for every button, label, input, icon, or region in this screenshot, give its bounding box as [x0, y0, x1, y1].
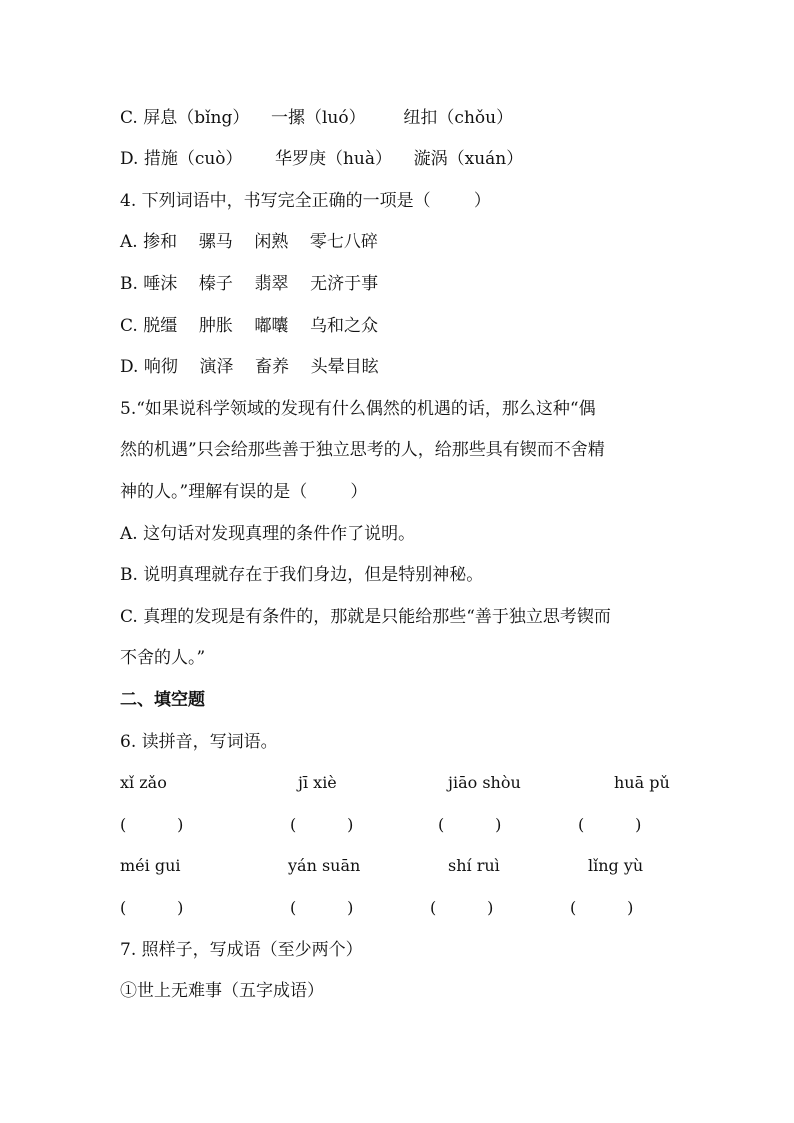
question-6-stem: 6. 读拼音，写词语。	[120, 732, 278, 752]
pinyin-item: yán suān	[288, 856, 361, 875]
answer-blank[interactable]: ( )	[430, 898, 494, 917]
option-d-pinyin: D. 措施（cuò） 华罗庚（huà） 漩涡（xuán）	[120, 149, 524, 169]
pinyin-item: huā pǔ	[614, 773, 670, 792]
q5-option-c-line1: C. 真理的发现是有条件的，那就是只能给那些“善于独立思考锲而	[120, 607, 611, 627]
answer-blank[interactable]: ( )	[120, 898, 184, 917]
pinyin-item: xǐ zǎo	[120, 773, 167, 792]
q4-option-b: B. 唾沫 榛子 翡翠 无济于事	[120, 274, 379, 294]
question-4-stem: 4. 下列词语中，书写完全正确的一项是（ ）	[120, 191, 491, 211]
pinyin-item: jiāo shòu	[448, 773, 521, 792]
section-heading-fill-in: 二、填空题	[120, 690, 205, 710]
question-5-stem-line2: 然的机遇”只会给那些善于独立思考的人，给那些具有锲而不舍精	[120, 440, 605, 460]
q5-option-c-line2: 不舍的人。”	[120, 648, 206, 668]
q4-option-d: D. 响彻 演泽 畜养 头晕目眩	[120, 357, 379, 377]
answer-blank[interactable]: ( )	[578, 815, 642, 834]
pinyin-item: méi gui	[120, 856, 181, 875]
q5-option-a: A. 这句话对发现真理的条件作了说明。	[120, 524, 416, 544]
question-7-stem: 7. 照样子，写成语（至少两个）	[120, 940, 363, 960]
question-5-stem-line3: 神的人。”理解有误的是（ ）	[120, 482, 368, 502]
option-c-pinyin: C. 屏息（bǐng） 一摞（luó） 纽扣（chǒu）	[120, 108, 514, 128]
answer-blank[interactable]: ( )	[438, 815, 502, 834]
question-5-stem-line1: 5.“如果说科学领域的发现有什么偶然的机遇的话，那么这种“偶	[120, 399, 596, 419]
answer-blank[interactable]: ( )	[290, 898, 354, 917]
answer-blank[interactable]: ( )	[120, 815, 184, 834]
answer-blank[interactable]: ( )	[290, 815, 354, 834]
answer-blank[interactable]: ( )	[570, 898, 634, 917]
pinyin-item: shí ruì	[448, 856, 500, 875]
q5-option-b: B. 说明真理就存在于我们身边，但是特别神秘。	[120, 565, 484, 585]
pinyin-item: lǐng yù	[588, 856, 644, 875]
q4-option-c: C. 脱缰 肿胀 嘟囔 乌和之众	[120, 316, 379, 336]
q4-option-a: A. 掺和 骡马 闲熟 零七八碎	[120, 232, 378, 252]
pinyin-item: jī xiè	[298, 773, 337, 792]
question-7-item-1: ①世上无难事（五字成语）	[120, 981, 324, 1001]
